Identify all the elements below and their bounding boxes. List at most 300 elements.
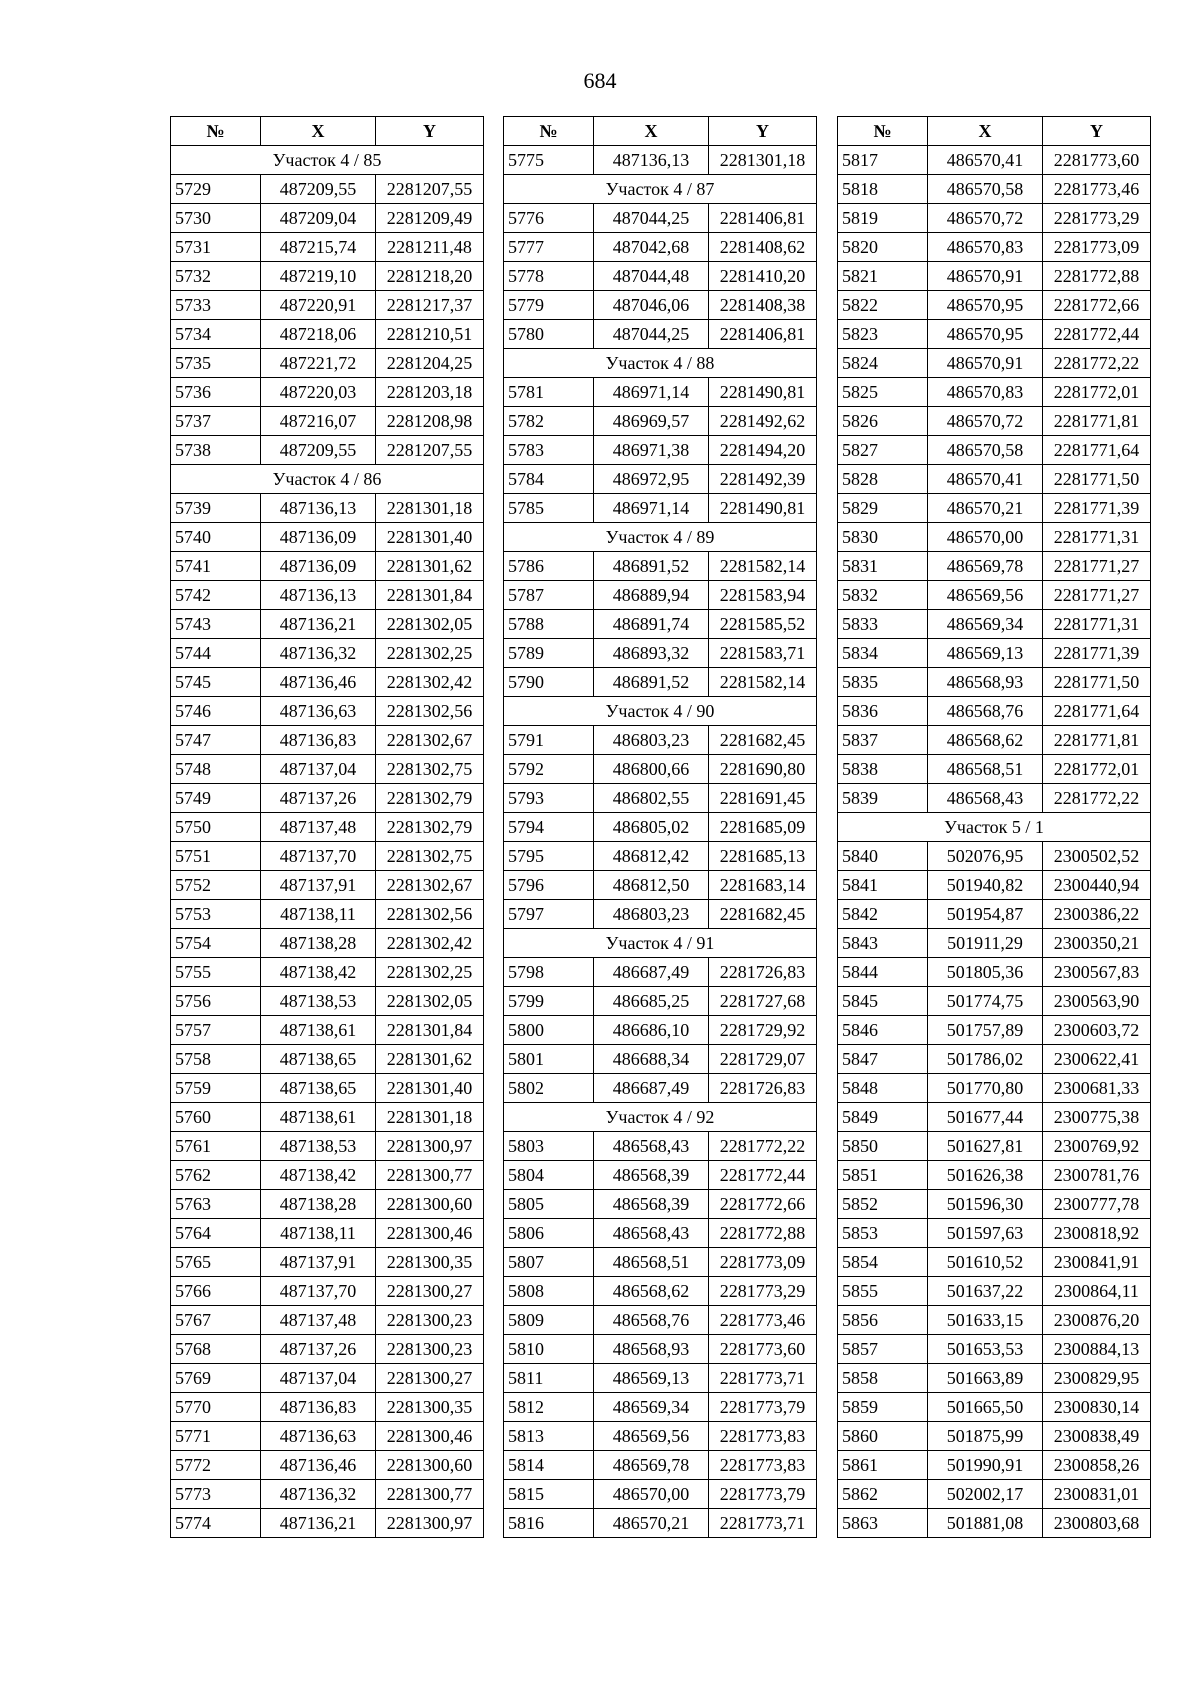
x-coordinate-cell: 486570,83 bbox=[928, 233, 1043, 262]
table-row bbox=[838, 1016, 1151, 1045]
point-number-cell: 5821 bbox=[838, 262, 928, 291]
y-coordinate-cell: 2281203,18 bbox=[376, 378, 484, 407]
section-row bbox=[504, 1103, 817, 1132]
table-row bbox=[838, 1509, 1151, 1538]
x-coordinate-cell: 487136,63 bbox=[261, 697, 376, 726]
table-row bbox=[171, 552, 484, 581]
point-number-cell: 5845 bbox=[838, 987, 928, 1016]
point-number-cell: 5815 bbox=[504, 1480, 594, 1509]
point-number-cell: 5848 bbox=[838, 1074, 928, 1103]
y-coordinate-cell: 2281773,79 bbox=[709, 1480, 817, 1509]
table-row bbox=[171, 1335, 484, 1364]
x-coordinate-cell: 486570,72 bbox=[928, 204, 1043, 233]
table-row bbox=[171, 436, 484, 465]
x-coordinate-cell: 486568,43 bbox=[594, 1132, 709, 1161]
y-coordinate-cell: 2281408,38 bbox=[709, 291, 817, 320]
y-coordinate-cell: 2281685,13 bbox=[709, 842, 817, 871]
x-coordinate-cell: 487138,28 bbox=[261, 929, 376, 958]
y-coordinate-cell: 2300440,94 bbox=[1043, 871, 1151, 900]
header-y: Y bbox=[1043, 117, 1151, 146]
table-row bbox=[171, 320, 484, 349]
x-coordinate-cell: 501597,63 bbox=[928, 1219, 1043, 1248]
point-number-cell: 5843 bbox=[838, 929, 928, 958]
point-number-cell: 5788 bbox=[504, 610, 594, 639]
y-coordinate-cell: 2281492,62 bbox=[709, 407, 817, 436]
table-row bbox=[171, 1074, 484, 1103]
header-y: Y bbox=[376, 117, 484, 146]
table-row bbox=[171, 958, 484, 987]
table-row bbox=[504, 668, 817, 697]
y-coordinate-cell: 2281300,27 bbox=[376, 1364, 484, 1393]
x-coordinate-cell: 487220,03 bbox=[261, 378, 376, 407]
header-x: X bbox=[594, 117, 709, 146]
point-number-cell: 5760 bbox=[171, 1103, 261, 1132]
y-coordinate-cell: 2281301,62 bbox=[376, 552, 484, 581]
point-number-cell: 5789 bbox=[504, 639, 594, 668]
y-coordinate-cell: 2281772,22 bbox=[709, 1132, 817, 1161]
y-coordinate-cell: 2281772,88 bbox=[709, 1219, 817, 1248]
point-number-cell: 5791 bbox=[504, 726, 594, 755]
point-number-cell: 5773 bbox=[171, 1480, 261, 1509]
table-row bbox=[171, 262, 484, 291]
x-coordinate-cell: 486568,93 bbox=[594, 1335, 709, 1364]
x-coordinate-cell: 486803,23 bbox=[594, 900, 709, 929]
point-number-cell: 5802 bbox=[504, 1074, 594, 1103]
x-coordinate-cell: 487136,21 bbox=[261, 1509, 376, 1538]
table-row bbox=[171, 581, 484, 610]
y-coordinate-cell: 2281490,81 bbox=[709, 378, 817, 407]
y-coordinate-cell: 2281300,97 bbox=[376, 1132, 484, 1161]
x-coordinate-cell: 487136,09 bbox=[261, 523, 376, 552]
table-row bbox=[838, 1451, 1151, 1480]
coordinates-table-1 bbox=[170, 116, 484, 1538]
point-number-cell: 5782 bbox=[504, 407, 594, 436]
table-row bbox=[504, 1335, 817, 1364]
point-number-cell: 5732 bbox=[171, 262, 261, 291]
x-coordinate-cell: 486570,91 bbox=[928, 349, 1043, 378]
y-coordinate-cell: 2281771,27 bbox=[1043, 552, 1151, 581]
point-number-cell: 5753 bbox=[171, 900, 261, 929]
table-row bbox=[504, 639, 817, 668]
table-row bbox=[838, 871, 1151, 900]
table-row bbox=[504, 291, 817, 320]
x-coordinate-cell: 487220,91 bbox=[261, 291, 376, 320]
table-row bbox=[504, 465, 817, 494]
x-coordinate-cell: 487136,21 bbox=[261, 610, 376, 639]
y-coordinate-cell: 2281683,14 bbox=[709, 871, 817, 900]
table-row bbox=[504, 436, 817, 465]
y-coordinate-cell: 2281773,60 bbox=[709, 1335, 817, 1364]
table-row bbox=[171, 1190, 484, 1219]
point-number-cell: 5765 bbox=[171, 1248, 261, 1277]
x-coordinate-cell: 486687,49 bbox=[594, 958, 709, 987]
x-coordinate-cell: 486688,34 bbox=[594, 1045, 709, 1074]
point-number-cell: 5859 bbox=[838, 1393, 928, 1422]
point-number-cell: 5786 bbox=[504, 552, 594, 581]
section-row bbox=[171, 146, 484, 175]
table-row bbox=[171, 1306, 484, 1335]
y-coordinate-cell: 2281209,49 bbox=[376, 204, 484, 233]
y-coordinate-cell: 2281302,25 bbox=[376, 639, 484, 668]
table-row bbox=[504, 378, 817, 407]
x-coordinate-cell: 487046,06 bbox=[594, 291, 709, 320]
y-coordinate-cell: 2300681,33 bbox=[1043, 1074, 1151, 1103]
point-number-cell: 5801 bbox=[504, 1045, 594, 1074]
x-coordinate-cell: 501633,15 bbox=[928, 1306, 1043, 1335]
x-coordinate-cell: 501663,89 bbox=[928, 1364, 1043, 1393]
y-coordinate-cell: 2300781,76 bbox=[1043, 1161, 1151, 1190]
table-row bbox=[838, 494, 1151, 523]
point-number-cell: 5734 bbox=[171, 320, 261, 349]
x-coordinate-cell: 486812,42 bbox=[594, 842, 709, 871]
y-coordinate-cell: 2281771,27 bbox=[1043, 581, 1151, 610]
point-number-cell: 5741 bbox=[171, 552, 261, 581]
table-row bbox=[838, 523, 1151, 552]
x-coordinate-cell: 486568,39 bbox=[594, 1190, 709, 1219]
point-number-cell: 5805 bbox=[504, 1190, 594, 1219]
table-row bbox=[504, 1393, 817, 1422]
x-coordinate-cell: 486570,72 bbox=[928, 407, 1043, 436]
x-coordinate-cell: 501757,89 bbox=[928, 1016, 1043, 1045]
y-coordinate-cell: 2281682,45 bbox=[709, 726, 817, 755]
y-coordinate-cell: 2281685,09 bbox=[709, 813, 817, 842]
table-header-row bbox=[838, 117, 1151, 146]
x-coordinate-cell: 487136,13 bbox=[594, 146, 709, 175]
table-row bbox=[838, 929, 1151, 958]
y-coordinate-cell: 2281302,25 bbox=[376, 958, 484, 987]
x-coordinate-cell: 486891,52 bbox=[594, 668, 709, 697]
y-coordinate-cell: 2300803,68 bbox=[1043, 1509, 1151, 1538]
y-coordinate-cell: 2281218,20 bbox=[376, 262, 484, 291]
y-coordinate-cell: 2281773,60 bbox=[1043, 146, 1151, 175]
y-coordinate-cell: 2281729,07 bbox=[709, 1045, 817, 1074]
y-coordinate-cell: 2281772,22 bbox=[1043, 349, 1151, 378]
table-row bbox=[838, 1190, 1151, 1219]
table-row bbox=[838, 320, 1151, 349]
table-row bbox=[504, 900, 817, 929]
table-row bbox=[504, 146, 817, 175]
y-coordinate-cell: 2281727,68 bbox=[709, 987, 817, 1016]
x-coordinate-cell: 486805,02 bbox=[594, 813, 709, 842]
x-coordinate-cell: 486570,00 bbox=[594, 1480, 709, 1509]
page-number: 684 bbox=[583, 68, 617, 93]
y-coordinate-cell: 2281211,48 bbox=[376, 233, 484, 262]
x-coordinate-cell: 501940,82 bbox=[928, 871, 1043, 900]
table-row bbox=[504, 1016, 817, 1045]
table-row bbox=[838, 1248, 1151, 1277]
point-number-cell: 5835 bbox=[838, 668, 928, 697]
y-coordinate-cell: 2281301,62 bbox=[376, 1045, 484, 1074]
point-number-cell: 5749 bbox=[171, 784, 261, 813]
y-coordinate-cell: 2281302,79 bbox=[376, 784, 484, 813]
table-row bbox=[171, 349, 484, 378]
table-row bbox=[171, 1219, 484, 1248]
y-coordinate-cell: 2281406,81 bbox=[709, 320, 817, 349]
table-row bbox=[171, 639, 484, 668]
point-number-cell: 5820 bbox=[838, 233, 928, 262]
table-row bbox=[171, 523, 484, 552]
point-number-cell: 5804 bbox=[504, 1161, 594, 1190]
table-row bbox=[171, 291, 484, 320]
point-number-cell: 5777 bbox=[504, 233, 594, 262]
x-coordinate-cell: 487137,70 bbox=[261, 842, 376, 871]
x-coordinate-cell: 487138,11 bbox=[261, 900, 376, 929]
y-coordinate-cell: 2281726,83 bbox=[709, 1074, 817, 1103]
point-number-cell: 5837 bbox=[838, 726, 928, 755]
x-coordinate-cell: 486802,55 bbox=[594, 784, 709, 813]
point-number-cell: 5762 bbox=[171, 1161, 261, 1190]
x-coordinate-cell: 486568,62 bbox=[594, 1277, 709, 1306]
x-coordinate-cell: 502002,17 bbox=[928, 1480, 1043, 1509]
table-row bbox=[171, 1480, 484, 1509]
y-coordinate-cell: 2281302,56 bbox=[376, 697, 484, 726]
y-coordinate-cell: 2281301,18 bbox=[376, 494, 484, 523]
header-number: № bbox=[504, 117, 594, 146]
point-number-cell: 5778 bbox=[504, 262, 594, 291]
table-row bbox=[504, 552, 817, 581]
point-number-cell: 5738 bbox=[171, 436, 261, 465]
y-coordinate-cell: 2281773,79 bbox=[709, 1393, 817, 1422]
point-number-cell: 5824 bbox=[838, 349, 928, 378]
table-row bbox=[504, 1190, 817, 1219]
y-coordinate-cell: 2281771,31 bbox=[1043, 523, 1151, 552]
table-row bbox=[171, 697, 484, 726]
table-row bbox=[504, 494, 817, 523]
x-coordinate-cell: 487136,32 bbox=[261, 1480, 376, 1509]
header-x: X bbox=[928, 117, 1043, 146]
table-row bbox=[171, 407, 484, 436]
table-row bbox=[171, 987, 484, 1016]
y-coordinate-cell: 2281207,55 bbox=[376, 436, 484, 465]
y-coordinate-cell: 2281729,92 bbox=[709, 1016, 817, 1045]
point-number-cell: 5747 bbox=[171, 726, 261, 755]
y-coordinate-cell: 2281300,23 bbox=[376, 1335, 484, 1364]
x-coordinate-cell: 487221,72 bbox=[261, 349, 376, 378]
y-coordinate-cell: 2281302,75 bbox=[376, 755, 484, 784]
table-row bbox=[504, 958, 817, 987]
point-number-cell: 5739 bbox=[171, 494, 261, 523]
table-row bbox=[171, 204, 484, 233]
point-number-cell: 5756 bbox=[171, 987, 261, 1016]
point-number-cell: 5761 bbox=[171, 1132, 261, 1161]
x-coordinate-cell: 487137,04 bbox=[261, 1364, 376, 1393]
y-coordinate-cell: 2281410,20 bbox=[709, 262, 817, 291]
point-number-cell: 5807 bbox=[504, 1248, 594, 1277]
point-number-cell: 5742 bbox=[171, 581, 261, 610]
point-number-cell: 5787 bbox=[504, 581, 594, 610]
x-coordinate-cell: 501805,36 bbox=[928, 958, 1043, 987]
point-number-cell: 5860 bbox=[838, 1422, 928, 1451]
x-coordinate-cell: 487137,70 bbox=[261, 1277, 376, 1306]
x-coordinate-cell: 486569,13 bbox=[594, 1364, 709, 1393]
point-number-cell: 5861 bbox=[838, 1451, 928, 1480]
x-coordinate-cell: 501626,38 bbox=[928, 1161, 1043, 1190]
table-row bbox=[838, 784, 1151, 813]
x-coordinate-cell: 486568,43 bbox=[594, 1219, 709, 1248]
y-coordinate-cell: 2300858,26 bbox=[1043, 1451, 1151, 1480]
point-number-cell: 5730 bbox=[171, 204, 261, 233]
y-coordinate-cell: 2281772,44 bbox=[1043, 320, 1151, 349]
x-coordinate-cell: 486891,52 bbox=[594, 552, 709, 581]
y-coordinate-cell: 2281582,14 bbox=[709, 668, 817, 697]
point-number-cell: 5809 bbox=[504, 1306, 594, 1335]
y-coordinate-cell: 2281771,50 bbox=[1043, 465, 1151, 494]
point-number-cell: 5826 bbox=[838, 407, 928, 436]
y-coordinate-cell: 2300777,78 bbox=[1043, 1190, 1151, 1219]
table-row bbox=[838, 552, 1151, 581]
x-coordinate-cell: 486570,95 bbox=[928, 291, 1043, 320]
table-row bbox=[838, 1219, 1151, 1248]
point-number-cell: 5855 bbox=[838, 1277, 928, 1306]
y-coordinate-cell: 2281207,55 bbox=[376, 175, 484, 204]
x-coordinate-cell: 486570,21 bbox=[928, 494, 1043, 523]
table-row bbox=[504, 1509, 817, 1538]
x-coordinate-cell: 487136,46 bbox=[261, 1451, 376, 1480]
y-coordinate-cell: 2281771,64 bbox=[1043, 436, 1151, 465]
y-coordinate-cell: 2281300,97 bbox=[376, 1509, 484, 1538]
point-number-cell: 5803 bbox=[504, 1132, 594, 1161]
table-row bbox=[838, 900, 1151, 929]
x-coordinate-cell: 486569,34 bbox=[928, 610, 1043, 639]
table-row bbox=[504, 1161, 817, 1190]
x-coordinate-cell: 487136,83 bbox=[261, 726, 376, 755]
x-coordinate-cell: 501990,91 bbox=[928, 1451, 1043, 1480]
table-row bbox=[504, 784, 817, 813]
table-row bbox=[838, 1335, 1151, 1364]
point-number-cell: 5846 bbox=[838, 1016, 928, 1045]
table-row bbox=[838, 1074, 1151, 1103]
y-coordinate-cell: 2281300,77 bbox=[376, 1480, 484, 1509]
point-number-cell: 5799 bbox=[504, 987, 594, 1016]
x-coordinate-cell: 487138,65 bbox=[261, 1074, 376, 1103]
x-coordinate-cell: 487136,32 bbox=[261, 639, 376, 668]
table-row bbox=[838, 581, 1151, 610]
x-coordinate-cell: 486971,14 bbox=[594, 494, 709, 523]
y-coordinate-cell: 2281773,46 bbox=[709, 1306, 817, 1335]
table-row bbox=[171, 726, 484, 755]
x-coordinate-cell: 486570,95 bbox=[928, 320, 1043, 349]
point-number-cell: 5757 bbox=[171, 1016, 261, 1045]
x-coordinate-cell: 487137,48 bbox=[261, 1306, 376, 1335]
x-coordinate-cell: 487215,74 bbox=[261, 233, 376, 262]
y-coordinate-cell: 2281691,45 bbox=[709, 784, 817, 813]
y-coordinate-cell: 2281772,22 bbox=[1043, 784, 1151, 813]
y-coordinate-cell: 2281490,81 bbox=[709, 494, 817, 523]
y-coordinate-cell: 2281771,50 bbox=[1043, 668, 1151, 697]
table-row bbox=[171, 900, 484, 929]
x-coordinate-cell: 486568,39 bbox=[594, 1161, 709, 1190]
point-number-cell: 5763 bbox=[171, 1190, 261, 1219]
x-coordinate-cell: 487209,55 bbox=[261, 436, 376, 465]
y-coordinate-cell: 2281302,05 bbox=[376, 987, 484, 1016]
x-coordinate-cell: 486570,83 bbox=[928, 378, 1043, 407]
y-coordinate-cell: 2300841,91 bbox=[1043, 1248, 1151, 1277]
y-coordinate-cell: 2281772,01 bbox=[1043, 378, 1151, 407]
y-coordinate-cell: 2300350,21 bbox=[1043, 929, 1151, 958]
y-coordinate-cell: 2300622,41 bbox=[1043, 1045, 1151, 1074]
point-number-cell: 5740 bbox=[171, 523, 261, 552]
section-title: Участок 4 / 90 bbox=[504, 697, 817, 726]
point-number-cell: 5736 bbox=[171, 378, 261, 407]
x-coordinate-cell: 486803,23 bbox=[594, 726, 709, 755]
point-number-cell: 5784 bbox=[504, 465, 594, 494]
x-coordinate-cell: 486570,58 bbox=[928, 175, 1043, 204]
section-row bbox=[504, 929, 817, 958]
y-coordinate-cell: 2281494,20 bbox=[709, 436, 817, 465]
x-coordinate-cell: 501596,30 bbox=[928, 1190, 1043, 1219]
y-coordinate-cell: 2300830,14 bbox=[1043, 1393, 1151, 1422]
point-number-cell: 5863 bbox=[838, 1509, 928, 1538]
table-row bbox=[838, 1045, 1151, 1074]
x-coordinate-cell: 487137,26 bbox=[261, 784, 376, 813]
header-x: X bbox=[261, 117, 376, 146]
x-coordinate-cell: 487044,25 bbox=[594, 320, 709, 349]
y-coordinate-cell: 2281302,42 bbox=[376, 668, 484, 697]
x-coordinate-cell: 487136,83 bbox=[261, 1393, 376, 1422]
point-number-cell: 5768 bbox=[171, 1335, 261, 1364]
table-row bbox=[504, 1277, 817, 1306]
table-row bbox=[504, 1132, 817, 1161]
x-coordinate-cell: 486891,74 bbox=[594, 610, 709, 639]
y-coordinate-cell: 2300563,90 bbox=[1043, 987, 1151, 1016]
table-row bbox=[504, 204, 817, 233]
table-row bbox=[171, 929, 484, 958]
x-coordinate-cell: 487138,61 bbox=[261, 1016, 376, 1045]
y-coordinate-cell: 2281771,39 bbox=[1043, 494, 1151, 523]
point-number-cell: 5729 bbox=[171, 175, 261, 204]
y-coordinate-cell: 2281208,98 bbox=[376, 407, 484, 436]
table-row bbox=[171, 1393, 484, 1422]
y-coordinate-cell: 2281773,83 bbox=[709, 1451, 817, 1480]
point-number-cell: 5793 bbox=[504, 784, 594, 813]
point-number-cell: 5797 bbox=[504, 900, 594, 929]
coordinates-table-2 bbox=[503, 116, 817, 1538]
point-number-cell: 5781 bbox=[504, 378, 594, 407]
x-coordinate-cell: 487209,04 bbox=[261, 204, 376, 233]
x-coordinate-cell: 487138,65 bbox=[261, 1045, 376, 1074]
y-coordinate-cell: 2300838,49 bbox=[1043, 1422, 1151, 1451]
table-row bbox=[171, 378, 484, 407]
x-coordinate-cell: 486568,51 bbox=[594, 1248, 709, 1277]
x-coordinate-cell: 487138,61 bbox=[261, 1103, 376, 1132]
table-row bbox=[504, 1219, 817, 1248]
y-coordinate-cell: 2281300,60 bbox=[376, 1451, 484, 1480]
x-coordinate-cell: 486687,49 bbox=[594, 1074, 709, 1103]
x-coordinate-cell: 486569,78 bbox=[928, 552, 1043, 581]
section-title: Участок 4 / 85 bbox=[171, 146, 484, 175]
y-coordinate-cell: 2281682,45 bbox=[709, 900, 817, 929]
point-number-cell: 5737 bbox=[171, 407, 261, 436]
x-coordinate-cell: 486568,62 bbox=[928, 726, 1043, 755]
x-coordinate-cell: 487136,13 bbox=[261, 581, 376, 610]
table-row bbox=[838, 1393, 1151, 1422]
x-coordinate-cell: 486570,41 bbox=[928, 146, 1043, 175]
table-row bbox=[838, 842, 1151, 871]
point-number-cell: 5823 bbox=[838, 320, 928, 349]
y-coordinate-cell: 2281301,18 bbox=[709, 146, 817, 175]
x-coordinate-cell: 501954,87 bbox=[928, 900, 1043, 929]
x-coordinate-cell: 501610,52 bbox=[928, 1248, 1043, 1277]
y-coordinate-cell: 2281773,71 bbox=[709, 1509, 817, 1538]
x-coordinate-cell: 486569,34 bbox=[594, 1393, 709, 1422]
table-row bbox=[504, 755, 817, 784]
x-coordinate-cell: 487138,11 bbox=[261, 1219, 376, 1248]
table-row bbox=[171, 1045, 484, 1074]
point-number-cell: 5769 bbox=[171, 1364, 261, 1393]
section-title: Участок 4 / 92 bbox=[504, 1103, 817, 1132]
header-y: Y bbox=[709, 117, 817, 146]
y-coordinate-cell: 2281301,18 bbox=[376, 1103, 484, 1132]
